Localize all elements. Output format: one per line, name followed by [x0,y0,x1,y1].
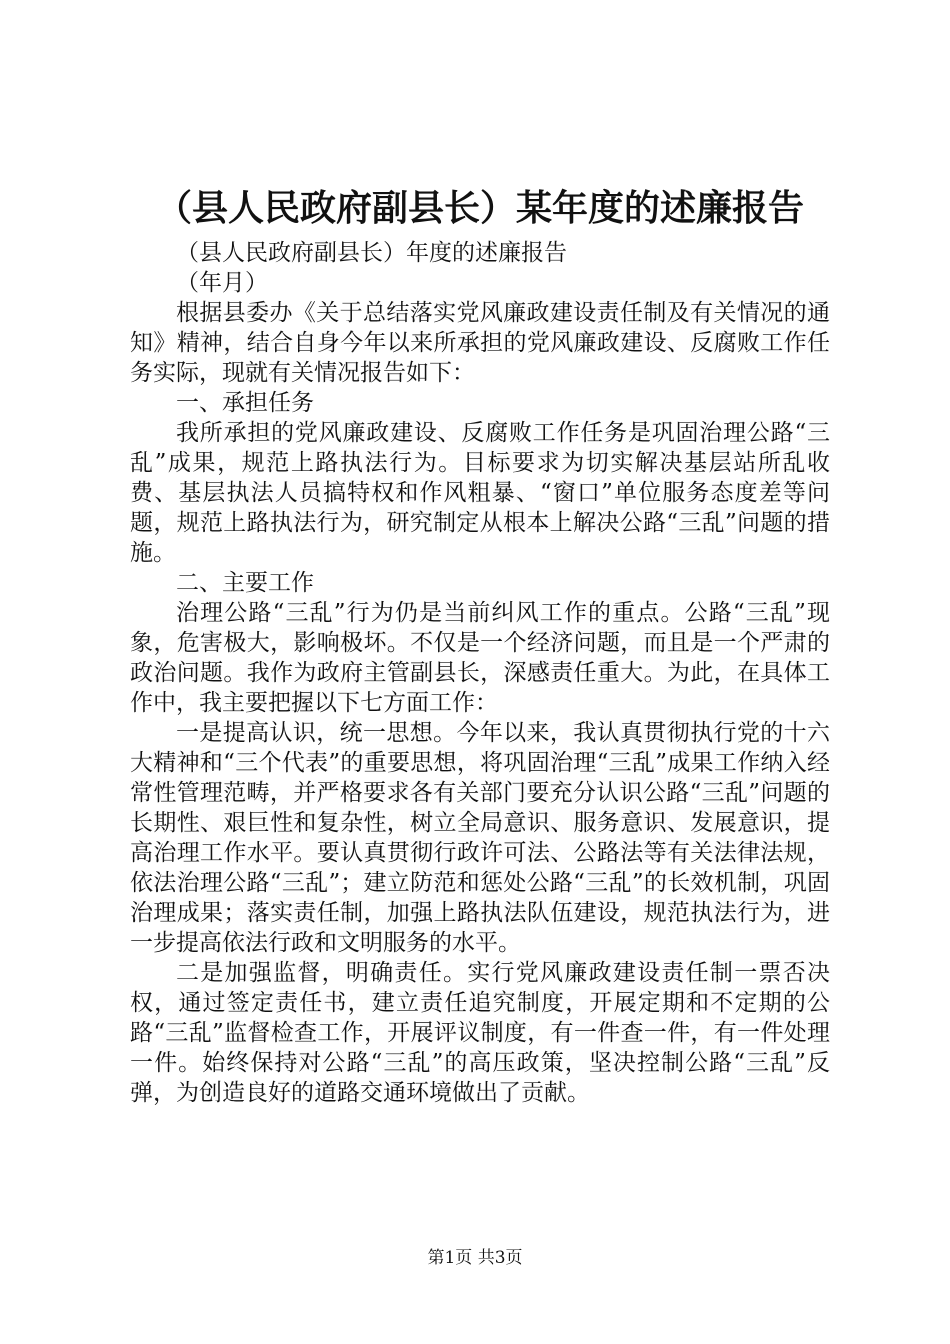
section-heading-tasks: 一、承担任务 [176,390,314,416]
section-heading-main-work: 二、主要工作 [176,570,314,596]
paragraph-point-one: 一是提高认识，统一思想。今年以来，我认真贯彻执行党的十六大精神和“三个代表”的重要思想，将巩固治理“三乱”成果工作纳入经常性管理范畴，并严格要求各有关部门要充分认识公路“三乱”问题的长期性、艰巨性和复杂性，树立全局意识、服务意识、发展意识，提高治理工作水平。要认真贯彻行政许可法、公路法等有关法律法规，依法治理公路“三乱”；建立防范和惩处公路“三乱”的长效机制，巩固治理成果；落实责任制，加强上路执法队伍建设，规范执法行为，进一步提高依法行政和文明服务的水平。 [130,720,830,956]
subtitle-line: （县人民政府副县长）年度的述廉报告 [176,240,567,266]
date-line: （年月） [176,270,268,296]
document-body [130,238,830,1108]
page-footer: 第1页 共3页 [427,1248,523,1268]
paragraph-intro: 根据县委办《关于总结落实党风廉政建设责任制及有关情况的通知》精神，结合自身今年以来所承担的党风廉政建设、反腐败工作任务实际，现就有关情况报告如下： [130,300,830,386]
paragraph-main-work: 治理公路“三乱”行为仍是当前纠风工作的重点。公路“三乱”现象，危害极大，影响极坏。不仅是一个经济问题，而且是一个严肃的政治问题。我作为政府主管副县长，深感责任重大。为此，在具体工作中，我主要把握以下七方面工作： [130,600,830,716]
paragraph-point-two: 二是加强监督，明确责任。实行党风廉政建设责任制一票否决权，通过签定责任书，建立责任追究制度，开展定期和不定期的公路“三乱”监督检查工作，开展评议制度，有一件查一件，有一件处理一件。始终保持对公路“三乱”的高压政策，坚决控制公路“三乱”反弹，为创造良好的道路交通环境做出了贡献。 [130,960,830,1106]
paragraph-tasks: 我所承担的党风廉政建设、反腐败工作任务是巩固治理公路“三乱”成果，规范上路执法行为。目标要求为切实解决基层站所乱收费、基层执法人员搞特权和作风粗暴、“窗口”单位服务态度差等问题，规范上路执法行为，研究制定从根本上解决公路“三乱”问题的措施。 [130,420,830,566]
document-title: （县人民政府副县长）某年度的述廉报告 [155,187,804,229]
